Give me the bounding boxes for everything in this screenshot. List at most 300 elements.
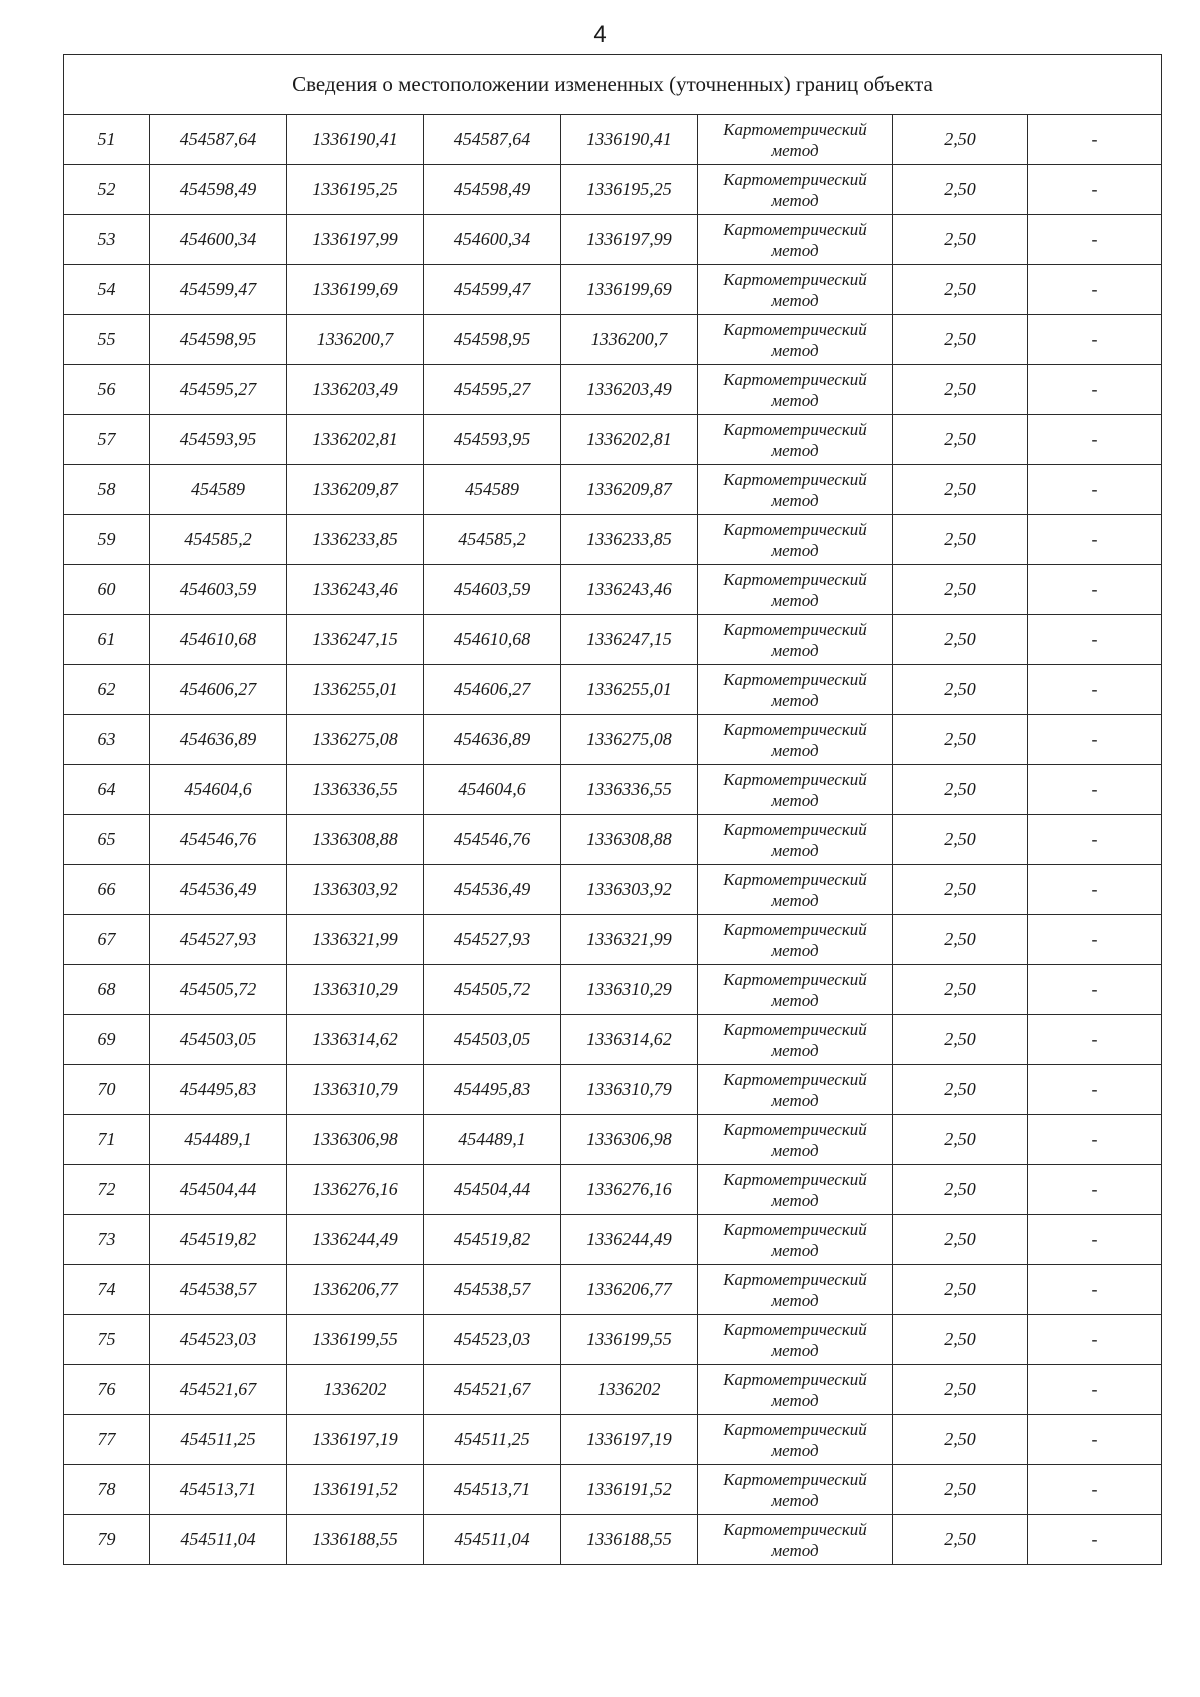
x-refined-cell: 454593,95 (424, 415, 561, 465)
x-refined-cell: 454599,47 (424, 265, 561, 315)
accuracy-cell: 2,50 (893, 365, 1028, 415)
point-number-cell: 79 (64, 1515, 150, 1565)
method-line-2: метод (771, 640, 819, 660)
method-line-1: Картометрический (723, 669, 867, 689)
accuracy-cell: 2,50 (893, 415, 1028, 465)
point-number-cell: 72 (64, 1165, 150, 1215)
method-line-1: Картометрический (723, 319, 867, 339)
point-number-cell: 61 (64, 615, 150, 665)
method-line-2: метод (771, 1190, 819, 1210)
x-existing-cell: 454606,27 (150, 665, 287, 715)
note-cell: - (1028, 1515, 1162, 1565)
y-refined-cell: 1336276,16 (561, 1165, 698, 1215)
accuracy-cell: 2,50 (893, 565, 1028, 615)
x-existing-cell: 454521,67 (150, 1365, 287, 1415)
point-number-cell: 73 (64, 1215, 150, 1265)
table-row (64, 1115, 1162, 1165)
table-row (64, 615, 1162, 665)
point-number-cell: 58 (64, 465, 150, 515)
note-cell: - (1028, 815, 1162, 865)
method-cell (698, 1265, 893, 1315)
y-existing-cell: 1336202 (287, 1365, 424, 1415)
x-existing-cell: 454527,93 (150, 915, 287, 965)
note-cell: - (1028, 1415, 1162, 1465)
x-refined-cell: 454513,71 (424, 1465, 561, 1515)
table-title: Сведения о местоположении измененных (уточненных) границ объекта (64, 55, 1162, 115)
x-refined-cell: 454600,34 (424, 215, 561, 265)
method-cell (698, 365, 893, 415)
x-existing-cell: 454598,49 (150, 165, 287, 215)
point-number-cell: 59 (64, 515, 150, 565)
x-refined-cell: 454536,49 (424, 865, 561, 915)
accuracy-cell: 2,50 (893, 1515, 1028, 1565)
method-line-1: Картометрический (723, 419, 867, 439)
x-refined-cell: 454504,44 (424, 1165, 561, 1215)
y-existing-cell: 1336203,49 (287, 365, 424, 415)
point-number-cell: 77 (64, 1415, 150, 1465)
note-cell: - (1028, 715, 1162, 765)
table-row (64, 1515, 1162, 1565)
method-line-2: метод (771, 1340, 819, 1360)
point-number-cell: 62 (64, 665, 150, 715)
accuracy-cell: 2,50 (893, 165, 1028, 215)
method-line-2: метод (771, 1290, 819, 1310)
method-line-1: Картометрический (723, 1519, 867, 1539)
x-existing-cell: 454593,95 (150, 415, 287, 465)
method-line-1: Картометрический (723, 169, 867, 189)
method-cell (698, 915, 893, 965)
method-cell (698, 1115, 893, 1165)
x-refined-cell: 454604,6 (424, 765, 561, 815)
method-cell (698, 465, 893, 515)
note-cell: - (1028, 265, 1162, 315)
y-existing-cell: 1336206,77 (287, 1265, 424, 1315)
y-refined-cell: 1336195,25 (561, 165, 698, 215)
table-row (64, 265, 1162, 315)
method-line-1: Картометрический (723, 1219, 867, 1239)
point-number-cell: 67 (64, 915, 150, 965)
method-line-2: метод (771, 1240, 819, 1260)
method-line-1: Картометрический (723, 469, 867, 489)
x-existing-cell: 454587,64 (150, 115, 287, 165)
method-line-1: Картометрический (723, 1469, 867, 1489)
y-refined-cell: 1336275,08 (561, 715, 698, 765)
y-refined-cell: 1336310,29 (561, 965, 698, 1015)
method-line-2: метод (771, 390, 819, 410)
accuracy-cell: 2,50 (893, 715, 1028, 765)
y-existing-cell: 1336209,87 (287, 465, 424, 515)
point-number-cell: 75 (64, 1315, 150, 1365)
y-existing-cell: 1336188,55 (287, 1515, 424, 1565)
x-refined-cell: 454603,59 (424, 565, 561, 615)
method-cell (698, 1415, 893, 1465)
note-cell: - (1028, 965, 1162, 1015)
y-existing-cell: 1336303,92 (287, 865, 424, 915)
y-existing-cell: 1336306,98 (287, 1115, 424, 1165)
table-title-row (64, 55, 1162, 115)
y-refined-cell: 1336202 (561, 1365, 698, 1415)
accuracy-cell: 2,50 (893, 665, 1028, 715)
note-cell: - (1028, 115, 1162, 165)
x-existing-cell: 454589 (150, 465, 287, 515)
x-refined-cell: 454521,67 (424, 1365, 561, 1415)
method-line-2: метод (771, 690, 819, 710)
y-refined-cell: 1336188,55 (561, 1515, 698, 1565)
method-line-1: Картометрический (723, 769, 867, 789)
boundary-coordinates-table (63, 54, 1162, 1565)
note-cell: - (1028, 1365, 1162, 1415)
x-existing-cell: 454503,05 (150, 1015, 287, 1065)
x-refined-cell: 454598,49 (424, 165, 561, 215)
table-row (64, 565, 1162, 615)
accuracy-cell: 2,50 (893, 1115, 1028, 1165)
method-line-2: метод (771, 1140, 819, 1160)
x-existing-cell: 454600,34 (150, 215, 287, 265)
method-line-2: метод (771, 1090, 819, 1110)
x-refined-cell: 454495,83 (424, 1065, 561, 1115)
table-row (64, 465, 1162, 515)
method-cell (698, 415, 893, 465)
x-refined-cell: 454589 (424, 465, 561, 515)
x-refined-cell: 454606,27 (424, 665, 561, 715)
y-refined-cell: 1336336,55 (561, 765, 698, 815)
method-line-1: Картометрический (723, 919, 867, 939)
y-refined-cell: 1336199,55 (561, 1315, 698, 1365)
point-number-cell: 64 (64, 765, 150, 815)
x-existing-cell: 454505,72 (150, 965, 287, 1015)
method-line-1: Картометрический (723, 269, 867, 289)
y-refined-cell: 1336233,85 (561, 515, 698, 565)
y-refined-cell: 1336199,69 (561, 265, 698, 315)
accuracy-cell: 2,50 (893, 515, 1028, 565)
point-number-cell: 66 (64, 865, 150, 915)
method-cell (698, 1365, 893, 1415)
x-existing-cell: 454523,03 (150, 1315, 287, 1365)
method-line-2: метод (771, 290, 819, 310)
method-line-2: метод (771, 440, 819, 460)
method-cell (698, 965, 893, 1015)
table-row (64, 765, 1162, 815)
note-cell: - (1028, 1315, 1162, 1365)
note-cell: - (1028, 865, 1162, 915)
x-refined-cell: 454489,1 (424, 1115, 561, 1165)
x-refined-cell: 454511,25 (424, 1415, 561, 1465)
method-line-2: метод (771, 790, 819, 810)
y-existing-cell: 1336247,15 (287, 615, 424, 665)
y-existing-cell: 1336310,79 (287, 1065, 424, 1115)
note-cell: - (1028, 215, 1162, 265)
method-cell (698, 515, 893, 565)
y-refined-cell: 1336310,79 (561, 1065, 698, 1115)
note-cell: - (1028, 765, 1162, 815)
y-refined-cell: 1336314,62 (561, 1015, 698, 1065)
x-existing-cell: 454636,89 (150, 715, 287, 765)
method-cell (698, 165, 893, 215)
accuracy-cell: 2,50 (893, 315, 1028, 365)
x-existing-cell: 454546,76 (150, 815, 287, 865)
accuracy-cell: 2,50 (893, 1465, 1028, 1515)
x-refined-cell: 454636,89 (424, 715, 561, 765)
note-cell: - (1028, 1465, 1162, 1515)
method-cell (698, 1515, 893, 1565)
y-existing-cell: 1336308,88 (287, 815, 424, 865)
x-existing-cell: 454513,71 (150, 1465, 287, 1515)
method-line-2: метод (771, 1540, 819, 1560)
x-existing-cell: 454595,27 (150, 365, 287, 415)
note-cell: - (1028, 165, 1162, 215)
accuracy-cell: 2,50 (893, 1365, 1028, 1415)
point-number-cell: 70 (64, 1065, 150, 1115)
y-refined-cell: 1336303,92 (561, 865, 698, 915)
y-existing-cell: 1336199,55 (287, 1315, 424, 1365)
note-cell: - (1028, 915, 1162, 965)
method-cell (698, 615, 893, 665)
note-cell: - (1028, 1115, 1162, 1165)
y-existing-cell: 1336275,08 (287, 715, 424, 765)
method-line-2: метод (771, 340, 819, 360)
table-row (64, 1165, 1162, 1215)
y-existing-cell: 1336310,29 (287, 965, 424, 1015)
accuracy-cell: 2,50 (893, 615, 1028, 665)
y-existing-cell: 1336336,55 (287, 765, 424, 815)
method-line-1: Картометрический (723, 1369, 867, 1389)
y-refined-cell: 1336255,01 (561, 665, 698, 715)
note-cell: - (1028, 1165, 1162, 1215)
y-refined-cell: 1336308,88 (561, 815, 698, 865)
x-existing-cell: 454495,83 (150, 1065, 287, 1115)
method-line-2: метод (771, 190, 819, 210)
note-cell: - (1028, 415, 1162, 465)
method-line-2: метод (771, 140, 819, 160)
method-cell (698, 815, 893, 865)
table-row (64, 315, 1162, 365)
y-existing-cell: 1336197,19 (287, 1415, 424, 1465)
x-refined-cell: 454595,27 (424, 365, 561, 415)
x-refined-cell: 454538,57 (424, 1265, 561, 1315)
table-row (64, 1065, 1162, 1115)
y-existing-cell: 1336195,25 (287, 165, 424, 215)
table-row (64, 1465, 1162, 1515)
note-cell: - (1028, 1215, 1162, 1265)
accuracy-cell: 2,50 (893, 1265, 1028, 1315)
table-row (64, 965, 1162, 1015)
y-existing-cell: 1336314,62 (287, 1015, 424, 1065)
y-existing-cell: 1336321,99 (287, 915, 424, 965)
method-cell (698, 665, 893, 715)
point-number-cell: 55 (64, 315, 150, 365)
y-refined-cell: 1336243,46 (561, 565, 698, 615)
y-refined-cell: 1336321,99 (561, 915, 698, 965)
method-line-1: Картометрический (723, 219, 867, 239)
method-cell (698, 865, 893, 915)
y-refined-cell: 1336206,77 (561, 1265, 698, 1315)
y-existing-cell: 1336202,81 (287, 415, 424, 465)
method-line-2: метод (771, 240, 819, 260)
y-existing-cell: 1336199,69 (287, 265, 424, 315)
x-existing-cell: 454603,59 (150, 565, 287, 615)
x-refined-cell: 454546,76 (424, 815, 561, 865)
method-line-2: метод (771, 1440, 819, 1460)
method-line-1: Картометрический (723, 619, 867, 639)
method-cell (698, 1465, 893, 1515)
x-existing-cell: 454604,6 (150, 765, 287, 815)
method-line-1: Картометрический (723, 869, 867, 889)
table-row (64, 365, 1162, 415)
x-existing-cell: 454536,49 (150, 865, 287, 915)
accuracy-cell: 2,50 (893, 1065, 1028, 1115)
y-existing-cell: 1336200,7 (287, 315, 424, 365)
note-cell: - (1028, 1015, 1162, 1065)
accuracy-cell: 2,50 (893, 965, 1028, 1015)
y-refined-cell: 1336190,41 (561, 115, 698, 165)
x-refined-cell: 454585,2 (424, 515, 561, 565)
table-row (64, 1215, 1162, 1265)
method-line-1: Картометрический (723, 369, 867, 389)
method-cell (698, 765, 893, 815)
accuracy-cell: 2,50 (893, 915, 1028, 965)
x-refined-cell: 454598,95 (424, 315, 561, 365)
method-cell (698, 215, 893, 265)
x-existing-cell: 454599,47 (150, 265, 287, 315)
x-refined-cell: 454527,93 (424, 915, 561, 965)
method-line-2: метод (771, 490, 819, 510)
point-number-cell: 65 (64, 815, 150, 865)
method-cell (698, 715, 893, 765)
point-number-cell: 71 (64, 1115, 150, 1165)
note-cell: - (1028, 465, 1162, 515)
accuracy-cell: 2,50 (893, 815, 1028, 865)
method-line-1: Картометрический (723, 819, 867, 839)
table-row (64, 1265, 1162, 1315)
y-existing-cell: 1336244,49 (287, 1215, 424, 1265)
method-line-2: метод (771, 1040, 819, 1060)
y-refined-cell: 1336197,99 (561, 215, 698, 265)
table-row (64, 815, 1162, 865)
table-body (64, 55, 1162, 1565)
table-row (64, 665, 1162, 715)
method-cell (698, 1065, 893, 1115)
x-refined-cell: 454503,05 (424, 1015, 561, 1065)
method-line-2: метод (771, 1390, 819, 1410)
accuracy-cell: 2,50 (893, 765, 1028, 815)
method-line-2: метод (771, 890, 819, 910)
point-number-cell: 69 (64, 1015, 150, 1065)
y-existing-cell: 1336197,99 (287, 215, 424, 265)
method-cell (698, 1215, 893, 1265)
note-cell: - (1028, 515, 1162, 565)
accuracy-cell: 2,50 (893, 1315, 1028, 1365)
table-row (64, 1315, 1162, 1365)
note-cell: - (1028, 665, 1162, 715)
accuracy-cell: 2,50 (893, 1415, 1028, 1465)
method-line-1: Картометрический (723, 1119, 867, 1139)
accuracy-cell: 2,50 (893, 115, 1028, 165)
method-line-2: метод (771, 940, 819, 960)
point-number-cell: 74 (64, 1265, 150, 1315)
method-cell (698, 1015, 893, 1065)
point-number-cell: 63 (64, 715, 150, 765)
x-existing-cell: 454585,2 (150, 515, 287, 565)
accuracy-cell: 2,50 (893, 1165, 1028, 1215)
method-line-1: Картометрический (723, 569, 867, 589)
note-cell: - (1028, 315, 1162, 365)
method-cell (698, 1165, 893, 1215)
table-row (64, 165, 1162, 215)
x-existing-cell: 454538,57 (150, 1265, 287, 1315)
y-refined-cell: 1336244,49 (561, 1215, 698, 1265)
x-existing-cell: 454519,82 (150, 1215, 287, 1265)
y-refined-cell: 1336200,7 (561, 315, 698, 365)
method-cell (698, 115, 893, 165)
accuracy-cell: 2,50 (893, 865, 1028, 915)
table-row (64, 865, 1162, 915)
table-row (64, 415, 1162, 465)
note-cell: - (1028, 1265, 1162, 1315)
method-line-1: Картометрический (723, 519, 867, 539)
y-existing-cell: 1336243,46 (287, 565, 424, 615)
point-number-cell: 53 (64, 215, 150, 265)
table-row (64, 715, 1162, 765)
x-existing-cell: 454598,95 (150, 315, 287, 365)
y-refined-cell: 1336191,52 (561, 1465, 698, 1515)
method-cell (698, 565, 893, 615)
x-refined-cell: 454511,04 (424, 1515, 561, 1565)
point-number-cell: 57 (64, 415, 150, 465)
note-cell: - (1028, 565, 1162, 615)
point-number-cell: 78 (64, 1465, 150, 1515)
y-refined-cell: 1336202,81 (561, 415, 698, 465)
method-cell (698, 1315, 893, 1365)
note-cell: - (1028, 1065, 1162, 1115)
accuracy-cell: 2,50 (893, 265, 1028, 315)
method-line-2: метод (771, 590, 819, 610)
point-number-cell: 68 (64, 965, 150, 1015)
x-existing-cell: 454489,1 (150, 1115, 287, 1165)
x-refined-cell: 454610,68 (424, 615, 561, 665)
x-existing-cell: 454610,68 (150, 615, 287, 665)
method-line-1: Картометрический (723, 1419, 867, 1439)
point-number-cell: 76 (64, 1365, 150, 1415)
method-line-1: Картометрический (723, 1269, 867, 1289)
method-cell (698, 315, 893, 365)
x-refined-cell: 454505,72 (424, 965, 561, 1015)
method-line-2: метод (771, 990, 819, 1010)
method-line-1: Картометрический (723, 1169, 867, 1189)
y-existing-cell: 1336190,41 (287, 115, 424, 165)
y-refined-cell: 1336247,15 (561, 615, 698, 665)
table-row (64, 1365, 1162, 1415)
accuracy-cell: 2,50 (893, 215, 1028, 265)
x-refined-cell: 454523,03 (424, 1315, 561, 1365)
x-refined-cell: 454519,82 (424, 1215, 561, 1265)
method-line-2: метод (771, 1490, 819, 1510)
note-cell: - (1028, 365, 1162, 415)
y-existing-cell: 1336233,85 (287, 515, 424, 565)
method-line-2: метод (771, 740, 819, 760)
y-existing-cell: 1336191,52 (287, 1465, 424, 1515)
point-number-cell: 54 (64, 265, 150, 315)
table-row (64, 1415, 1162, 1465)
page-number: 4 (593, 21, 607, 48)
method-line-1: Картометрический (723, 969, 867, 989)
method-line-2: метод (771, 840, 819, 860)
method-line-1: Картометрический (723, 1069, 867, 1089)
table-row (64, 115, 1162, 165)
method-line-1: Картометрический (723, 719, 867, 739)
y-existing-cell: 1336255,01 (287, 665, 424, 715)
x-existing-cell: 454511,25 (150, 1415, 287, 1465)
table-row (64, 515, 1162, 565)
